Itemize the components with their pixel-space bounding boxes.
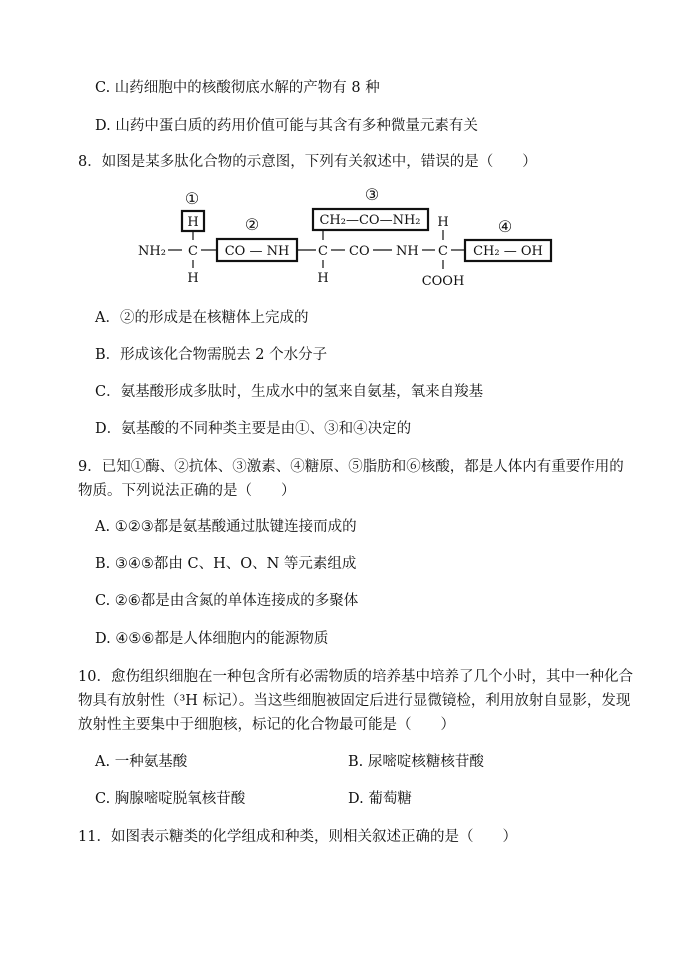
question-9-option-b: B. ③④⑤都由 C、H、O、N 等元素组成 [95, 556, 357, 572]
question-9-stem-line-2: 物质。下列说法正确的是（ ） [78, 483, 296, 499]
question-8-option-d: D．氨基酸的不同种类主要是由①、③和④决定的 [95, 421, 412, 437]
h3-text: H [437, 215, 449, 230]
question-10-stem-line-3: 放射性主要集中于细胞核，标记的化合物最可能是（ ） [78, 717, 455, 733]
label-1: ① [184, 189, 200, 208]
question-10-stem-line-2: 物具有放射性（³H 标记）。当这些细胞被固定后进行显微镜检，利用放射自显影，发现 [78, 693, 631, 709]
c1-text: C [188, 244, 198, 259]
nh-text: NH [396, 244, 419, 259]
label-3: ③ [364, 185, 380, 204]
question-10-option-c: C. 胸腺嘧啶脱氧核苷酸 [95, 791, 246, 807]
c2-text: C [318, 244, 328, 259]
polypeptide-diagram [130, 180, 560, 295]
question-8-option-c: C．氨基酸形成多肽时，生成水中的氢来自氨基，氧来自羧基 [95, 384, 484, 400]
h1-text: H [187, 271, 199, 286]
question-7-option-d: D. 山药中蛋白质的药用价值可能与其含有多种微量元素有关 [95, 118, 478, 134]
label-4: ④ [497, 217, 513, 236]
question-9-stem-line-1: 9．已知①酶、②抗体、③激素、④糖原、⑤脂肪和⑥核酸，都是人体内有重要作用的 [78, 459, 624, 475]
question-11-stem: 11．如图表示糖类的化学组成和种类，则相关叙述正确的是（ ） [78, 829, 517, 845]
box-4-text: CH₂ — OH [473, 244, 543, 259]
h2-text: H [317, 271, 329, 286]
label-2: ② [244, 215, 260, 234]
box-1-text: H [187, 215, 199, 230]
question-7-option-c: C. 山药细胞中的核酸彻底水解的产物有 8 种 [95, 80, 380, 96]
question-8-stem: 8．如图是某多肽化合物的示意图，下列有关叙述中，错误的是（ ） [78, 154, 537, 170]
question-8-option-a: A．②的形成是在核糖体上完成的 [95, 310, 309, 326]
cooh-text: COOH [421, 274, 465, 289]
question-9-option-a: A. ①②③都是氨基酸通过肽键连接而成的 [95, 519, 357, 535]
question-10-option-b: B. 尿嘧啶核糖核苷酸 [348, 754, 484, 770]
question-10-option-d: D. 葡萄糖 [348, 791, 412, 807]
question-10-stem-line-1: 10．愈伤组织细胞在一种包含所有必需物质的培养基中培养了几个小时，其中一种化合 [78, 669, 633, 685]
co-text: CO [349, 244, 370, 259]
nh2-text: NH₂ [138, 244, 166, 259]
question-9-option-c: C. ②⑥都是由含氮的单体连接成的多聚体 [95, 593, 359, 609]
question-10-option-a: A. 一种氨基酸 [95, 754, 188, 770]
box-3-text: CH₂—CO—NH₂ [319, 213, 421, 228]
box-2-text: CO — NH [224, 244, 290, 259]
question-8-option-b: B．形成该化合物需脱去 2 个水分子 [95, 347, 328, 363]
c3-text: C [438, 244, 448, 259]
question-9-option-d: D. ④⑤⑥都是人体细胞内的能源物质 [95, 631, 329, 647]
